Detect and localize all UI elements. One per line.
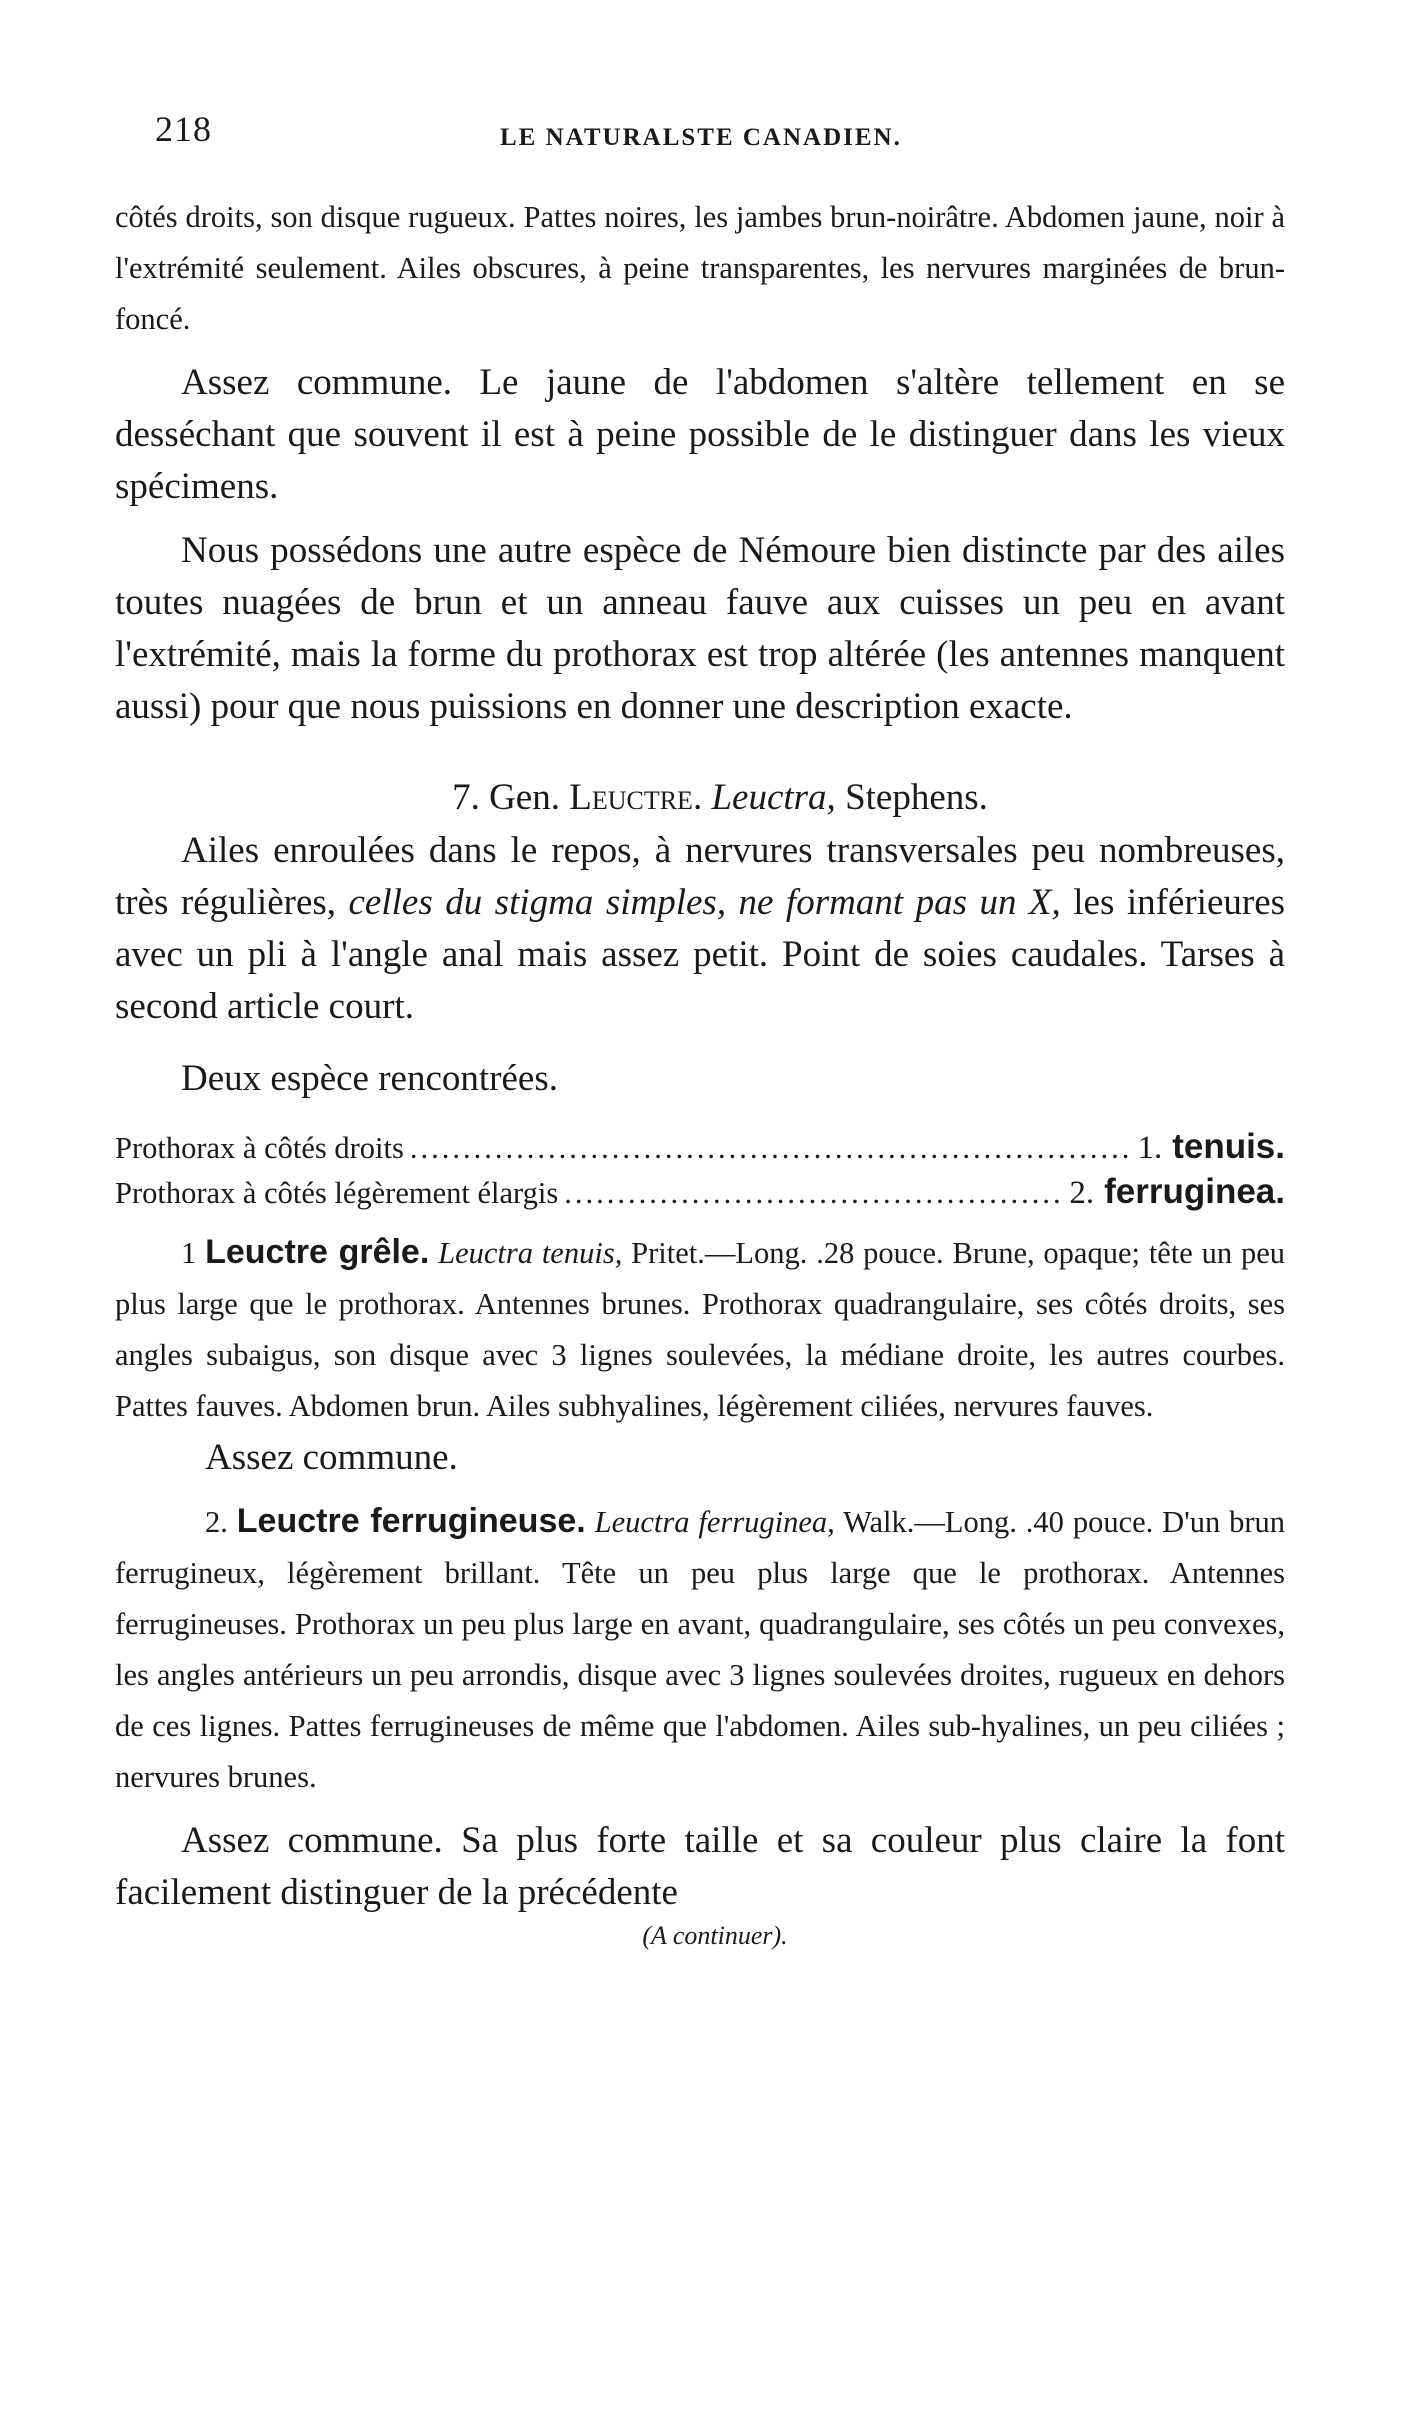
genus-description-part1: Ailes enroulées dans le repos, à nervures transversales peu nombreuses, très régulières, xyxy=(115,830,1285,923)
species-description: Pritet.—Long. .28 pouce. Brune, opaque; tête un peu plus large que le prothorax. Antennes brunes. Prothorax quadrangulaire, ses côtés droits, ses angles subaigus, son disque avec 3 lignes soulevées, la médiane droite, les autres courbes. Pattes fauves. Abdomen brun. Ailes subhyalines, légèrement ciliées, nervures fauves. xyxy=(115,1236,1286,1423)
species-latin-name: Leuctra tenuis, xyxy=(438,1236,623,1270)
key-leader-dots xyxy=(564,1171,1063,1215)
key-number: 2. xyxy=(1069,1175,1095,1211)
page-header xyxy=(150,102,1290,162)
key-species-name: tenuis. xyxy=(1172,1127,1285,1166)
key-description: Prothorax à côtés droits xyxy=(115,1131,404,1165)
species-description: Walk.—Long. .40 pouce. D'un brun ferrugineux, légèrement brillant. Tête un peu plus large que le prothorax. Antennes ferrugineuses. Prothorax un peu plus large en avant, quadrangulaire, ses côtés un peu convexes, les angles antérieurs un peu arrondis, disque avec 3 lignes soulevées droites, rugueux en dehors de ces lignes. Pattes ferrugineuses de même que l'abdomen. Ailes sub-hyalines, un peu ciliées ; nervures brunes. xyxy=(115,1505,1286,1794)
key-description: Prothorax à côtés légèrement élargis xyxy=(115,1176,559,1210)
species-name: Leuctre grêle. xyxy=(205,1233,430,1271)
species-remark: Assez commune. Sa plus forte taille et sa couleur plus claire la font facilement distinguer de la précédente xyxy=(115,1820,1285,1913)
genus-number: 7. Gen. xyxy=(452,777,560,818)
species-name: Leuctre ferrugineuse. xyxy=(236,1502,586,1540)
key-species-name: ferruginea. xyxy=(1104,1172,1285,1211)
running-title: LE NATURALSTE CANADIEN. xyxy=(500,124,902,151)
page-number: 218 xyxy=(155,109,212,149)
genus-heading xyxy=(155,771,1285,825)
genus-author: Stephens. xyxy=(845,777,988,818)
key-number: 1. xyxy=(1137,1130,1163,1166)
paragraph-other-species: Nous possédons une autre espèce de Némoure bien distincte par des ailes toutes nuagées de brun et un anneau fauve aux cuisses un peu en avant l'extrémité, mais la forme du prothorax est trop altérée (les antennes manquent aussi) pour que nous puissions en donner une description exacte. xyxy=(115,530,1285,727)
page-body xyxy=(115,192,1285,1951)
species-latin-name: Leuctra ferruginea, xyxy=(594,1505,835,1539)
paragraph-remark: Assez commune. Le jaune de l'abdomen s'altère tellement en se desséchant que souvent il est à peine possible de le distinguer dans les vieux spécimens. xyxy=(115,362,1285,507)
paragraph-continuation: côtés droits, son disque rugueux. Pattes noires, les jambes brun-noirâtre. Abdomen jaune, noir à l'extrémité seulement. Ailes obscures, à peine transparentes, les nervures marginées de brun-foncé. xyxy=(115,200,1285,336)
species-count: Deux espèce rencontrées. xyxy=(181,1058,558,1099)
continued-note: (A continuer). xyxy=(642,1921,788,1950)
genus-description xyxy=(115,825,1285,1033)
key-row xyxy=(115,1170,1285,1215)
identification-key xyxy=(115,1125,1285,1215)
species-remark: Assez commune. xyxy=(205,1437,458,1478)
species-number: 2. xyxy=(205,1505,228,1539)
genus-description-part2: les inférieures avec un pli à l'angle anal mais assez petit. Point de soies caudales. Tarses à second article court. xyxy=(115,882,1286,1027)
species-entry-ferruginea xyxy=(115,1496,1285,1803)
key-row xyxy=(115,1125,1285,1170)
genus-description-italic: celles du stigma simples, ne formant pas un X, xyxy=(348,882,1061,923)
key-leader-dots xyxy=(410,1126,1132,1170)
species-entry-tenuis xyxy=(115,1227,1285,1432)
genus-name: Leuctre. xyxy=(569,777,703,818)
species-number: 1 xyxy=(181,1236,197,1270)
genus-latin-name: Leuctra, xyxy=(711,777,836,818)
